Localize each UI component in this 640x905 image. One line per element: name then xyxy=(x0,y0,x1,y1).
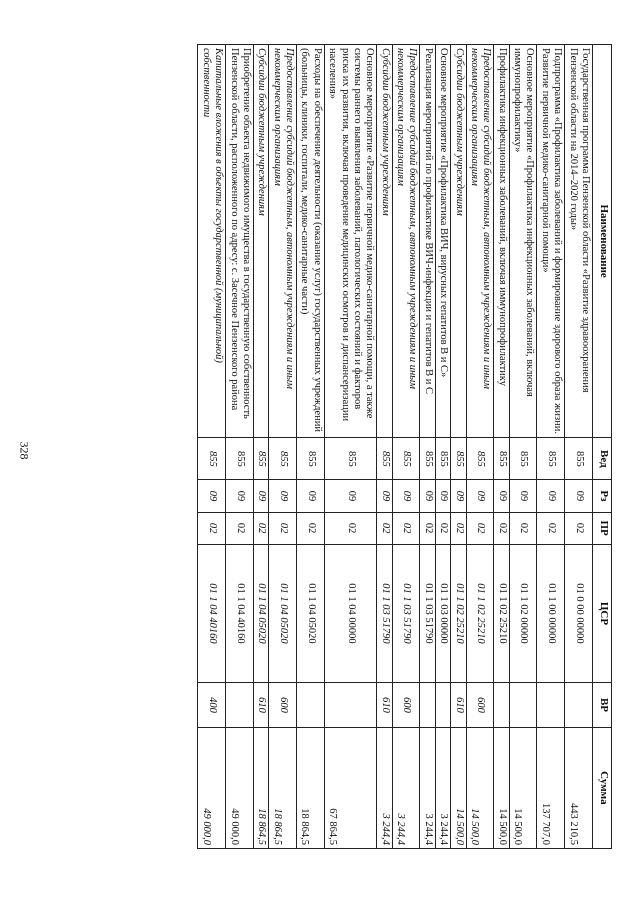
cell-vr xyxy=(435,683,450,728)
header-vr: ВР xyxy=(593,683,612,728)
cell-ved: 855 xyxy=(466,438,494,480)
cell-ved: 855 xyxy=(269,438,297,480)
cell-name: Основное мероприятие «Профилактика ВИЧ, вирусных гепатитов В и С» xyxy=(435,45,450,438)
cell-rz: 09 xyxy=(420,480,435,512)
table-body xyxy=(198,45,593,849)
header-csr: ЦСР xyxy=(593,544,612,683)
cell-pr: 02 xyxy=(198,512,226,544)
cell-vr xyxy=(420,683,435,728)
table-row xyxy=(198,45,226,849)
cell-ved: 855 xyxy=(537,438,565,480)
cell-csr: 01 1 04 40160 xyxy=(226,544,254,683)
cell-csr: 01 1 02 25210 xyxy=(466,544,494,683)
cell-sum: 49 000,0 xyxy=(226,727,254,848)
cell-name: Предоставление субсидий бюджетным, автономным учреждениям и иным некоммерческим организациям xyxy=(269,45,297,438)
cell-csr: 01 1 04 05020 xyxy=(269,544,297,683)
cell-pr: 02 xyxy=(537,512,565,544)
cell-ved: 855 xyxy=(420,438,435,480)
cell-pr: 02 xyxy=(254,512,269,544)
cell-name: Государственная программа Пензенской области «Развитие здравоохранения Пензенской области на 2014–2020 годы» xyxy=(565,45,593,438)
table-row xyxy=(420,45,435,849)
cell-sum: 443 210,5 xyxy=(565,727,593,848)
cell-name: Субсидии бюджетным учреждениям xyxy=(377,45,392,438)
cell-rz: 09 xyxy=(451,480,466,512)
cell-name: Расходы на обеспечение деятельности (оказание услуг) государственных учреждений (больницы, клиники, госпитали, медико-санитарные части) xyxy=(297,45,325,438)
cell-rz: 09 xyxy=(297,480,325,512)
table-row xyxy=(435,45,450,849)
budget-table-rotated xyxy=(40,44,612,849)
cell-rz: 09 xyxy=(435,480,450,512)
cell-vr: 600 xyxy=(269,683,297,728)
cell-csr: 01 1 04 05020 xyxy=(254,544,269,683)
cell-pr: 02 xyxy=(435,512,450,544)
cell-vr xyxy=(509,683,537,728)
page-number: 328 xyxy=(17,441,32,460)
cell-name: Капитальные вложения в объекты государственной (муниципальной) собственности xyxy=(198,45,226,438)
table-row xyxy=(377,45,392,849)
cell-rz: 09 xyxy=(377,480,392,512)
cell-csr: 01 0 00 00000 xyxy=(565,544,593,683)
cell-pr: 02 xyxy=(466,512,494,544)
cell-vr: 610 xyxy=(377,683,392,728)
cell-name: Приобретение объекта недвижимого имущества в государственную собственность Пензенской области, расположенного по адресу: с. Засечное Пензенского района xyxy=(226,45,254,438)
cell-csr: 01 1 04 05020 xyxy=(297,544,325,683)
header-sum: Сумма xyxy=(593,727,612,848)
cell-rz: 09 xyxy=(324,480,377,512)
cell-name: Профилактика инфекционных заболеваний, включая иммунопрофилактику xyxy=(494,45,509,438)
cell-rz: 09 xyxy=(392,480,420,512)
cell-csr: 01 1 04 00000 xyxy=(324,544,377,683)
table-row xyxy=(537,45,565,849)
cell-ved: 855 xyxy=(435,438,450,480)
cell-pr: 02 xyxy=(509,512,537,544)
cell-csr: 01 1 03 51790 xyxy=(420,544,435,683)
cell-pr: 02 xyxy=(226,512,254,544)
table-row xyxy=(565,45,593,849)
table-row xyxy=(451,45,466,849)
cell-ved: 855 xyxy=(451,438,466,480)
cell-ved: 855 xyxy=(392,438,420,480)
cell-pr: 02 xyxy=(377,512,392,544)
cell-rz: 09 xyxy=(509,480,537,512)
cell-rz: 09 xyxy=(226,480,254,512)
cell-sum: 67 864,5 xyxy=(324,727,377,848)
cell-sum: 18 864,5 xyxy=(269,727,297,848)
cell-sum: 3 244,4 xyxy=(420,727,435,848)
cell-sum: 18 864,5 xyxy=(297,727,325,848)
cell-ved: 855 xyxy=(297,438,325,480)
cell-ved: 855 xyxy=(565,438,593,480)
cell-csr: 01 1 02 25210 xyxy=(451,544,466,683)
cell-name: Основное мероприятие «Профилактика инфекционных заболеваний, включая иммунопрофилактику» xyxy=(509,45,537,438)
cell-vr xyxy=(297,683,325,728)
cell-csr: 01 1 03 51790 xyxy=(392,544,420,683)
cell-sum: 18 864,5 xyxy=(254,727,269,848)
cell-ved: 855 xyxy=(226,438,254,480)
header-rz: Рз xyxy=(593,480,612,512)
header-name: Наименование xyxy=(593,45,612,438)
cell-pr: 02 xyxy=(420,512,435,544)
cell-ved: 855 xyxy=(494,438,509,480)
cell-sum: 3 244,4 xyxy=(377,727,392,848)
table-row xyxy=(254,45,269,849)
cell-vr: 610 xyxy=(254,683,269,728)
cell-pr: 02 xyxy=(494,512,509,544)
budget-table xyxy=(198,44,613,849)
cell-pr: 02 xyxy=(269,512,297,544)
cell-rz: 09 xyxy=(565,480,593,512)
cell-ved: 855 xyxy=(254,438,269,480)
table-row xyxy=(226,45,254,849)
cell-vr: 400 xyxy=(198,683,226,728)
cell-vr: 610 xyxy=(451,683,466,728)
cell-vr xyxy=(494,683,509,728)
cell-csr: 01 1 03 51790 xyxy=(377,544,392,683)
cell-pr: 02 xyxy=(451,512,466,544)
header-pr: ПР xyxy=(593,512,612,544)
table-row xyxy=(509,45,537,849)
cell-vr xyxy=(226,683,254,728)
cell-csr: 01 1 04 40160 xyxy=(198,544,226,683)
cell-ved: 855 xyxy=(198,438,226,480)
cell-sum: 14 500,0 xyxy=(466,727,494,848)
cell-ved: 855 xyxy=(324,438,377,480)
cell-sum: 3 244,4 xyxy=(392,727,420,848)
cell-csr: 01 1 00 00000 xyxy=(537,544,565,683)
cell-name: Предоставление субсидий бюджетным, автономным учреждениям и иным некоммерческим организациям xyxy=(392,45,420,438)
table-row xyxy=(392,45,420,849)
cell-pr: 02 xyxy=(297,512,325,544)
table-row xyxy=(269,45,297,849)
cell-name: Подпрограмма «Профилактика заболеваний и формирование здорового образа жизни. Развитие первичной медико-санитарной помощи» xyxy=(537,45,565,438)
table-row xyxy=(297,45,325,849)
cell-sum: 137 707,0 xyxy=(537,727,565,848)
cell-vr xyxy=(537,683,565,728)
cell-rz: 09 xyxy=(537,480,565,512)
table-row xyxy=(466,45,494,849)
cell-pr: 02 xyxy=(392,512,420,544)
cell-rz: 09 xyxy=(466,480,494,512)
cell-vr xyxy=(324,683,377,728)
cell-sum: 14 500,0 xyxy=(494,727,509,848)
cell-name: Реализация мероприятий по профилактике ВИЧ-инфекции и гепатитов В и С xyxy=(420,45,435,438)
cell-sum: 14 500,0 xyxy=(509,727,537,848)
cell-sum: 14 500,0 xyxy=(451,727,466,848)
table-row xyxy=(324,45,377,849)
cell-rz: 09 xyxy=(269,480,297,512)
cell-vr xyxy=(565,683,593,728)
cell-rz: 09 xyxy=(494,480,509,512)
header-ved: Вед xyxy=(593,438,612,480)
cell-rz: 09 xyxy=(198,480,226,512)
cell-name: Субсидии бюджетным учреждениям xyxy=(254,45,269,438)
cell-vr: 600 xyxy=(392,683,420,728)
cell-csr: 01 1 02 25210 xyxy=(494,544,509,683)
cell-ved: 855 xyxy=(377,438,392,480)
cell-pr: 02 xyxy=(565,512,593,544)
table-header-row xyxy=(593,45,612,849)
cell-csr: 01 1 03 00000 xyxy=(435,544,450,683)
cell-sum: 3 244,4 xyxy=(435,727,450,848)
cell-sum: 49 000,0 xyxy=(198,727,226,848)
cell-name: Основное мероприятие «Развитие первичной медико-санитарной помощи, а также системы раннего выявления заболеваний, патологических состояний и факторов риска их развития, включая проведение медицинских осмотров и диспансеризации населения» xyxy=(324,45,377,438)
cell-ved: 855 xyxy=(509,438,537,480)
cell-pr: 02 xyxy=(324,512,377,544)
cell-csr: 01 1 02 00000 xyxy=(509,544,537,683)
table-row xyxy=(494,45,509,849)
cell-name: Субсидии бюджетным учреждениям xyxy=(451,45,466,438)
cell-vr: 600 xyxy=(466,683,494,728)
cell-rz: 09 xyxy=(254,480,269,512)
cell-name: Предоставление субсидий бюджетным, автономным учреждениям и иным некоммерческим организациям xyxy=(466,45,494,438)
